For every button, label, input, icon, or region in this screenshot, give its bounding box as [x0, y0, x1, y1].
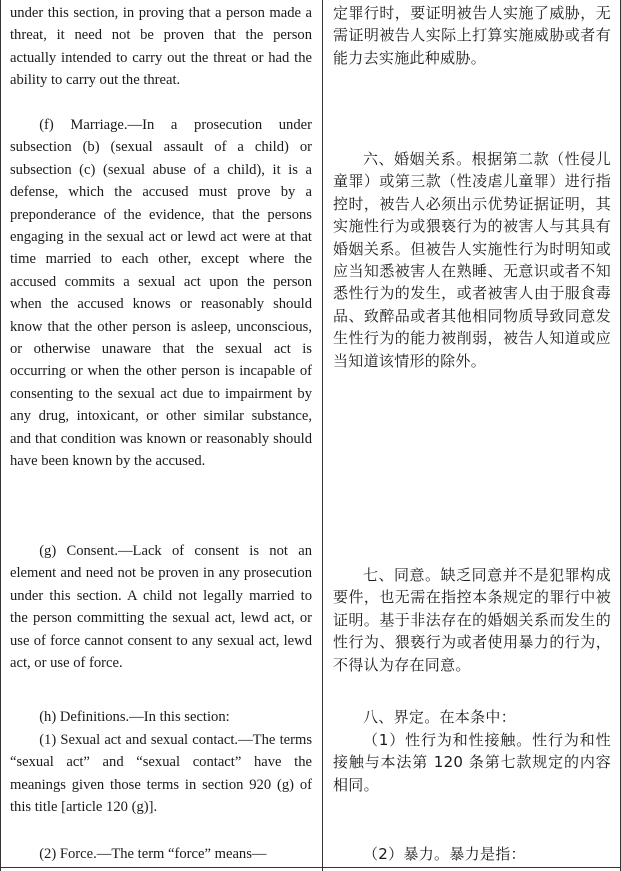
zh-paragraph-marriage: 六、婚姻关系。根据第二款（性侵儿童罪）或第三款（性凌虐儿童罪）进行指控时，被告人必须出示优势证据证明，其实施性行为或猥亵行为的被害人与其具有婚姻关系。但被告人实施性行为时明知或应当知悉被害人在熟睡、无意识或者不知悉性行为的发生，或者被害人由于服食毒品、致醉品或者其他相同物质导致同意发生性行为的能力被削弱，被告人知道或应当知道该情形的除外。 [333, 150, 611, 370]
en-paragraph-definitions: (h) Definitions.—In this section: [39, 709, 230, 725]
en-paragraph-sexual-act: (1) Sexual act and sexual contact.—The terms “sexual act” and “sexual contact” have the meanings given those terms in section 920 (g) of this title [article 120 (g)]. [10, 732, 312, 816]
zh-paragraph-definitions: 八、界定。在本条中： [363, 708, 517, 726]
column-divider [322, 0, 323, 871]
zh-paragraph-continued: 定罪行时，要证明被告人实施了威胁，无需证明被告人实际上打算实施威胁或者有能力去实施此种威胁。 [333, 4, 611, 67]
zh-paragraph-sexual-act: （1）性行为和性接触。性行为和性接触与本法第 120 条第七款规定的内容相同。 [333, 731, 611, 794]
en-paragraph-consent: (g) Consent.—Lack of consent is not an element and need not be proven in any prosecution under this section. A child not legally married to the person committing the sexual act, lewd act, or use of force cannot consent to any sexual act, lewd act, or use of force. [10, 543, 312, 672]
left-border [0, 0, 1, 871]
en-paragraph-continued: under this section, in proving that a person made a threat, it need not be proven that the person actually intended to carry out the threat or had the ability to carry out the threat. [10, 5, 312, 89]
en-paragraph-marriage: (f) Marriage.—In a prosecution under subsection (b) (sexual assault of a child) or subsection (c) (sexual abuse of a child), it is a defense, which the accused must prove by a preponderance of the evidence, that the persons engaging in the sexual act or lewd act were at that time married to each other, except where the accused commits a sexual act upon the person when the accused knows or reasonably should know that the other person is asleep, unconscious, or otherwise unaware that the sexual act is occurring or when the other person is incapable of consenting to the sexual act due to impairment by any drug, intoxicant, or other similar substance, and that condition was known or reasonably should have been known by the accused. [10, 117, 312, 470]
zh-paragraph-force: （2）暴力。暴力是指： [363, 845, 526, 863]
zh-paragraph-consent: 七、同意。缺乏同意并不是犯罪构成要件，也无需在指控本条规定的罪行中被证明。基于非法存在的婚姻关系而发生的性行为、猥亵行为或者使用暴力的行为，不得认为存在同意。 [333, 566, 611, 674]
bottom-border [0, 867, 621, 868]
en-paragraph-force: (2) Force.—The term “force” means— [39, 846, 267, 862]
